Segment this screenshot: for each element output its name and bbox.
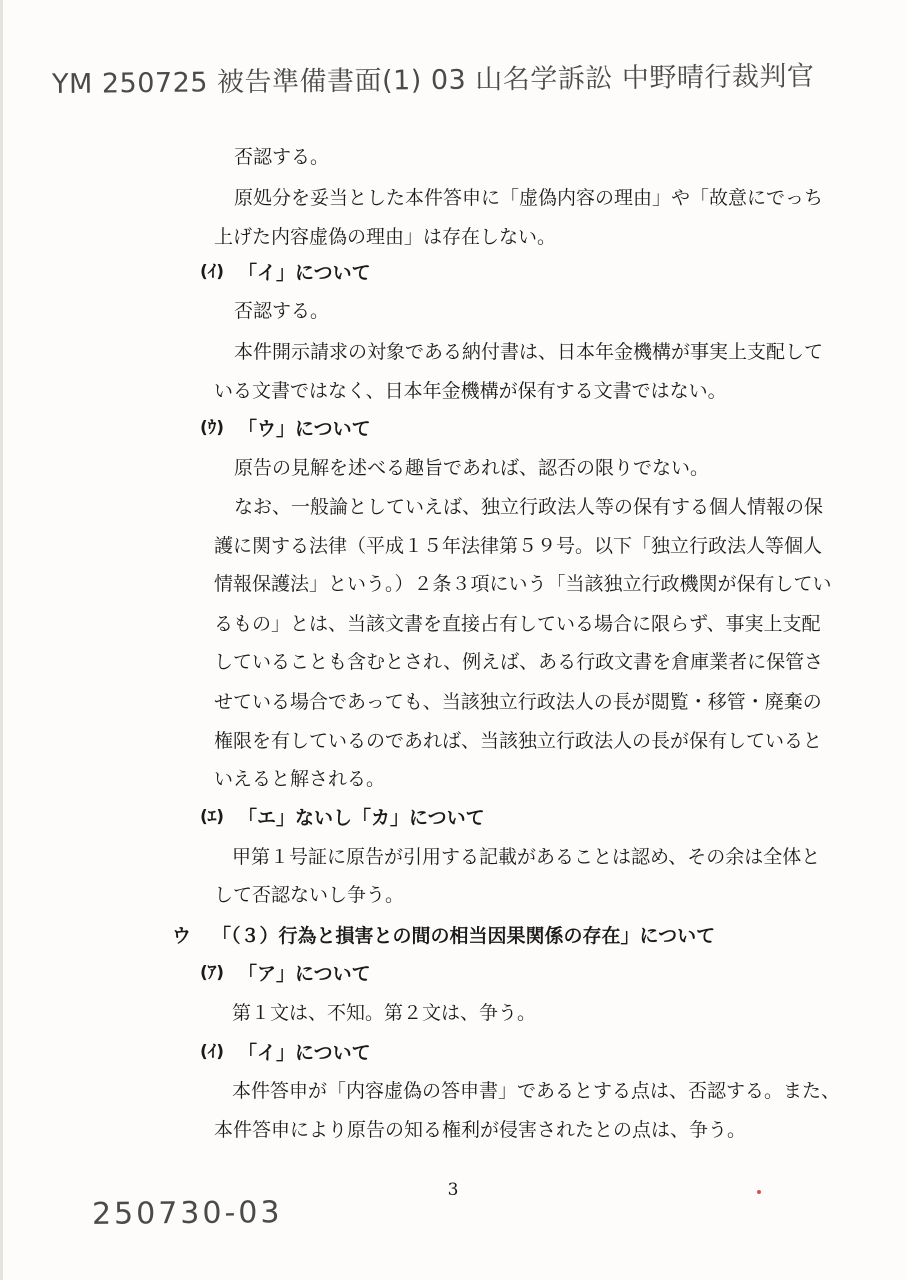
text-line: いえると解される。 [214, 768, 386, 790]
text-line: なお、一般論としていえば、独立行政法人等の保有する個人情報の保 [234, 496, 824, 518]
section-heading: 「イ」について [238, 262, 371, 284]
text-line: 上げた内容虚偽の理由」は存在しない。 [214, 226, 557, 248]
text-line: 情報保護法」という。）２条３項にいう「当該独立行政機関が保有してい [214, 573, 832, 595]
section-heading: 「エ」ないし「カ」について [238, 807, 485, 829]
section-heading: 「イ」について [238, 1042, 371, 1064]
handwritten-footer-note: 250730-03 [91, 1195, 283, 1232]
text-line: 権限を有しているのであれば、当該独立行政法人の長が保有していると [214, 730, 823, 752]
ink-speck [757, 1190, 761, 1194]
text-line: 原処分を妥当とした本件答申に「虚偽内容の理由」や「故意にでっち [234, 187, 824, 209]
section-heading: 「ウ」について [238, 418, 371, 440]
text-line: 甲第１号証に原告が引用する記載があることは認め、その余は全体と [232, 846, 821, 868]
text-line: せている場合であっても、当該独立行政法人の長が閲覧・移管・廃棄の [214, 691, 822, 713]
item-marker: ウ [172, 925, 192, 947]
text-line: 本件答申が「内容虚偽の答申書」であるとする点は、否認する。また、 [232, 1080, 841, 1102]
item-marker: (ｴ) [200, 807, 225, 827]
item-marker: (ｱ) [200, 963, 225, 983]
text-line: 本件答申により原告の知る権利が侵害されたとの点は、争う。 [214, 1119, 747, 1141]
text-line: 護に関する法律（平成１５年法律第５９号。以下「独立行政法人等個人 [214, 535, 823, 557]
text-line: していることも含むとされ、例えば、ある行政文書を倉庫業者に保管さ [214, 651, 824, 673]
text-line: 第１文は、不知。第２文は、争う。 [232, 1002, 537, 1024]
text-line: 原告の見解を述べる趣旨であれば、認否の限りでない。 [234, 457, 710, 479]
item-marker: (ｲ) [200, 262, 225, 282]
handwritten-header-note: YM 250725 被告準備書面(1) 03 山名学訴訟 中野晴行裁判官 [51, 61, 815, 100]
text-line: 否認する。 [234, 146, 330, 168]
section-heading: 「ア」について [238, 963, 371, 985]
text-line: るもの」とは、当該文書を直接占有している場合に限らず、事実上支配 [214, 613, 821, 635]
text-line: いる文書ではなく、日本年金機構が保有する文書ではない。 [214, 380, 727, 402]
text-line: 本件開示請求の対象である納付書は、日本年金機構が事実上支配して [234, 341, 824, 363]
item-marker: (ｳ) [200, 418, 225, 438]
text-line: して否認ないし争う。 [214, 884, 405, 906]
item-marker: (ｲ) [200, 1042, 225, 1062]
section-heading: 「（３）行為と損害との間の相当因果関係の存在」について [212, 925, 716, 947]
text-line: 否認する。 [234, 300, 330, 322]
page-number: 3 [447, 1180, 459, 1200]
